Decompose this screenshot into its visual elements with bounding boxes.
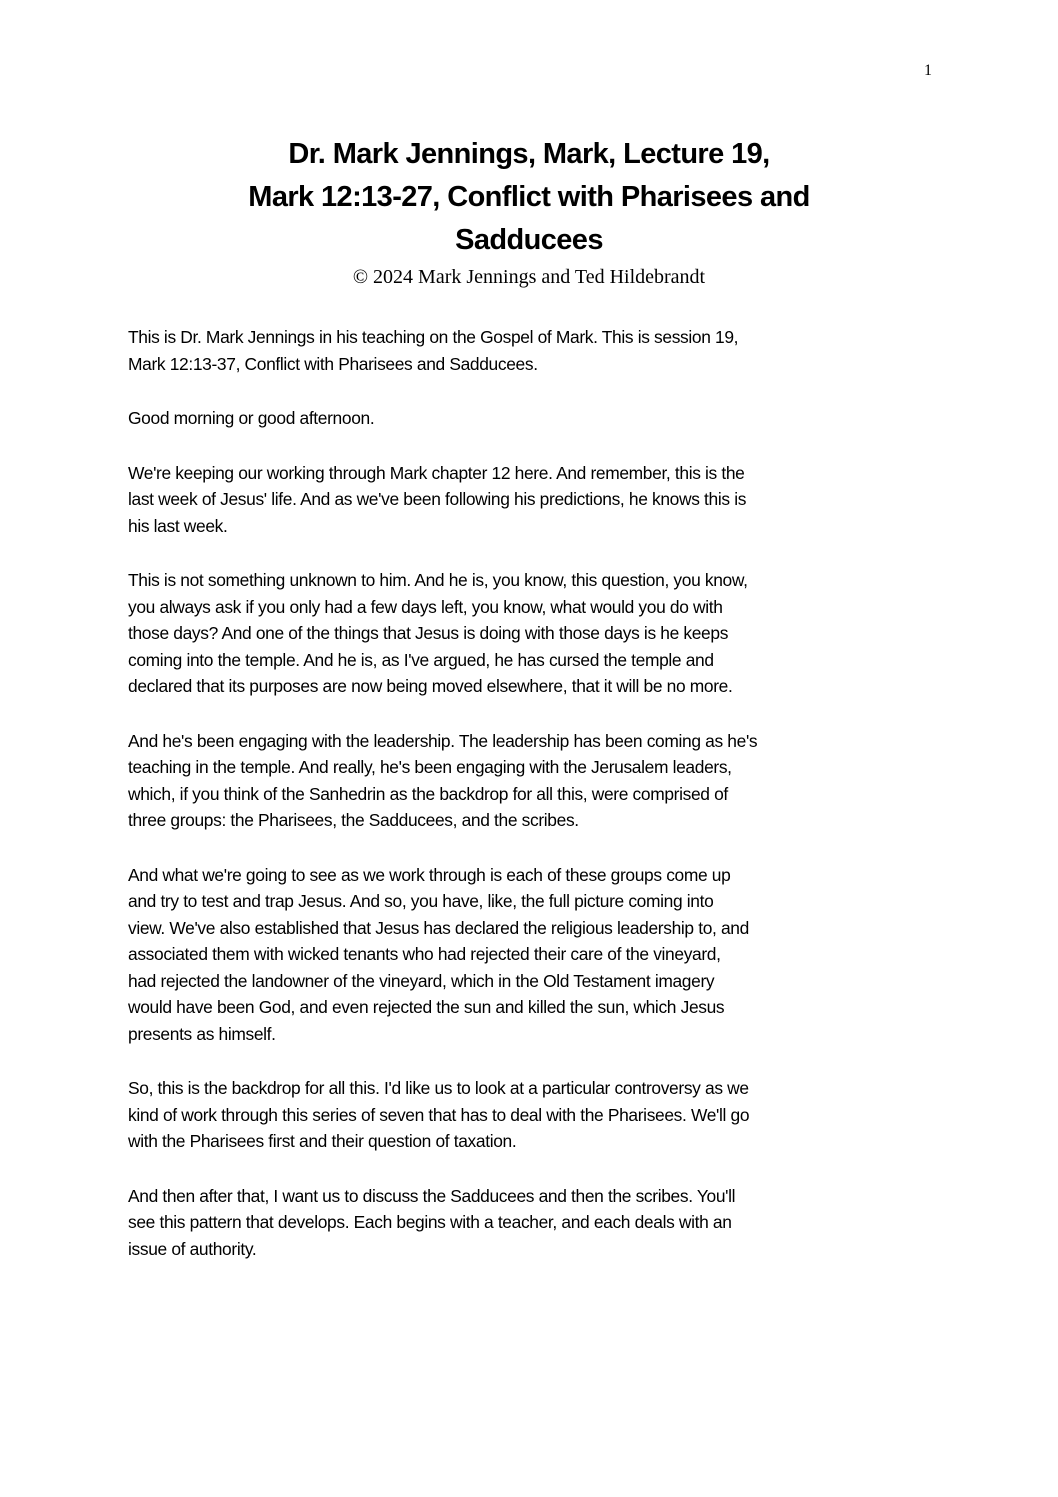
text-line: declared that its purposes are now being moved elsewhere, that it will be no more. [128,676,733,696]
text-line: see this pattern that develops. Each begins with a teacher, and each deals with an [128,1212,732,1232]
page-number: 1 [924,62,932,79]
text-line: teaching in the temple. And really, he's been engaging with the Jerusalem leaders, [128,757,732,777]
text-line: which, if you think of the Sanhedrin as the backdrop for all this, were comprised of [128,783,728,804]
copyright-line: © 2024 Mark Jennings and Ted Hildebrandt [352,266,706,288]
text-line: his last week. [128,515,228,536]
text-line: kind of work through this series of seven that has to deal with the Pharisees. We'll go [128,1104,750,1125]
text-line: coming into the temple. And he is, as I've argued, he has cursed the temple and [128,649,714,670]
text-line: issue of authority. [128,1238,257,1259]
text-line: would have been God, and even rejected the sun and killed the sun, which Jesus [128,997,725,1017]
document-title [0,133,1058,262]
text-line: Mark 12:13-37, Conflict with Pharisees and Sadducees. [128,353,538,374]
text-line: So, this is the backdrop for all this. I'd like us to look at a particular controversy as we [128,1078,749,1098]
title-line: Sadducees [455,224,603,256]
text-line: those days? And one of the things that Jesus is doing with those days is he keeps [128,623,729,643]
text-line: We're keeping our working through Mark chapter 12 here. And remember, this is the [128,462,745,483]
paragraph [128,1075,757,1155]
title-line: Dr. Mark Jennings, Mark, Lecture 19, [288,138,770,170]
text-line: had rejected the landowner of the vineyard, which in the Old Testament imagery [128,970,715,991]
paragraph [128,862,757,1048]
text-line: associated them with wicked tenants who had rejected their care of the vineyard, [128,944,721,964]
text-line: last week of Jesus' life. And as we've been following his predictions, he knows this is [128,489,747,509]
paragraph [128,1183,757,1263]
paragraph [128,405,757,432]
paragraph [128,460,757,540]
paragraph [128,567,757,700]
text-line: three groups: the Pharisees, the Sadducees, and the scribes. [128,810,579,830]
text-line: with the Pharisees first and their question of taxation. [128,1131,517,1151]
text-line: And what we're going to see as we work through is each of these groups come up [128,864,731,885]
text-line: And then after that, I want us to discuss the Sadducees and then the scribes. You'll [128,1185,736,1206]
text-line: And he's been engaging with the leadership. The leadership has been coming as he's [128,730,758,751]
text-line: view. We've also established that Jesus has declared the religious leadership to, and [128,917,749,938]
paragraph [128,728,757,834]
title-line: Mark 12:13-27, Conflict with Pharisees and [248,181,810,213]
text-line: presents as himself. [128,1023,276,1044]
text-line: This is Dr. Mark Jennings in his teaching on the Gospel of Mark. This is session 19, [128,327,739,347]
paragraph [128,324,757,377]
text-line: This is not something unknown to him. And he is, you know, this question, you know, [128,570,748,590]
document-body [128,324,757,1290]
text-line: and try to test and trap Jesus. And so, you have, like, the full picture coming into [128,891,714,911]
text-line: you always ask if you only had a few days left, you know, what would you do with [128,596,723,617]
text-line: Good morning or good afternoon. [128,408,375,428]
